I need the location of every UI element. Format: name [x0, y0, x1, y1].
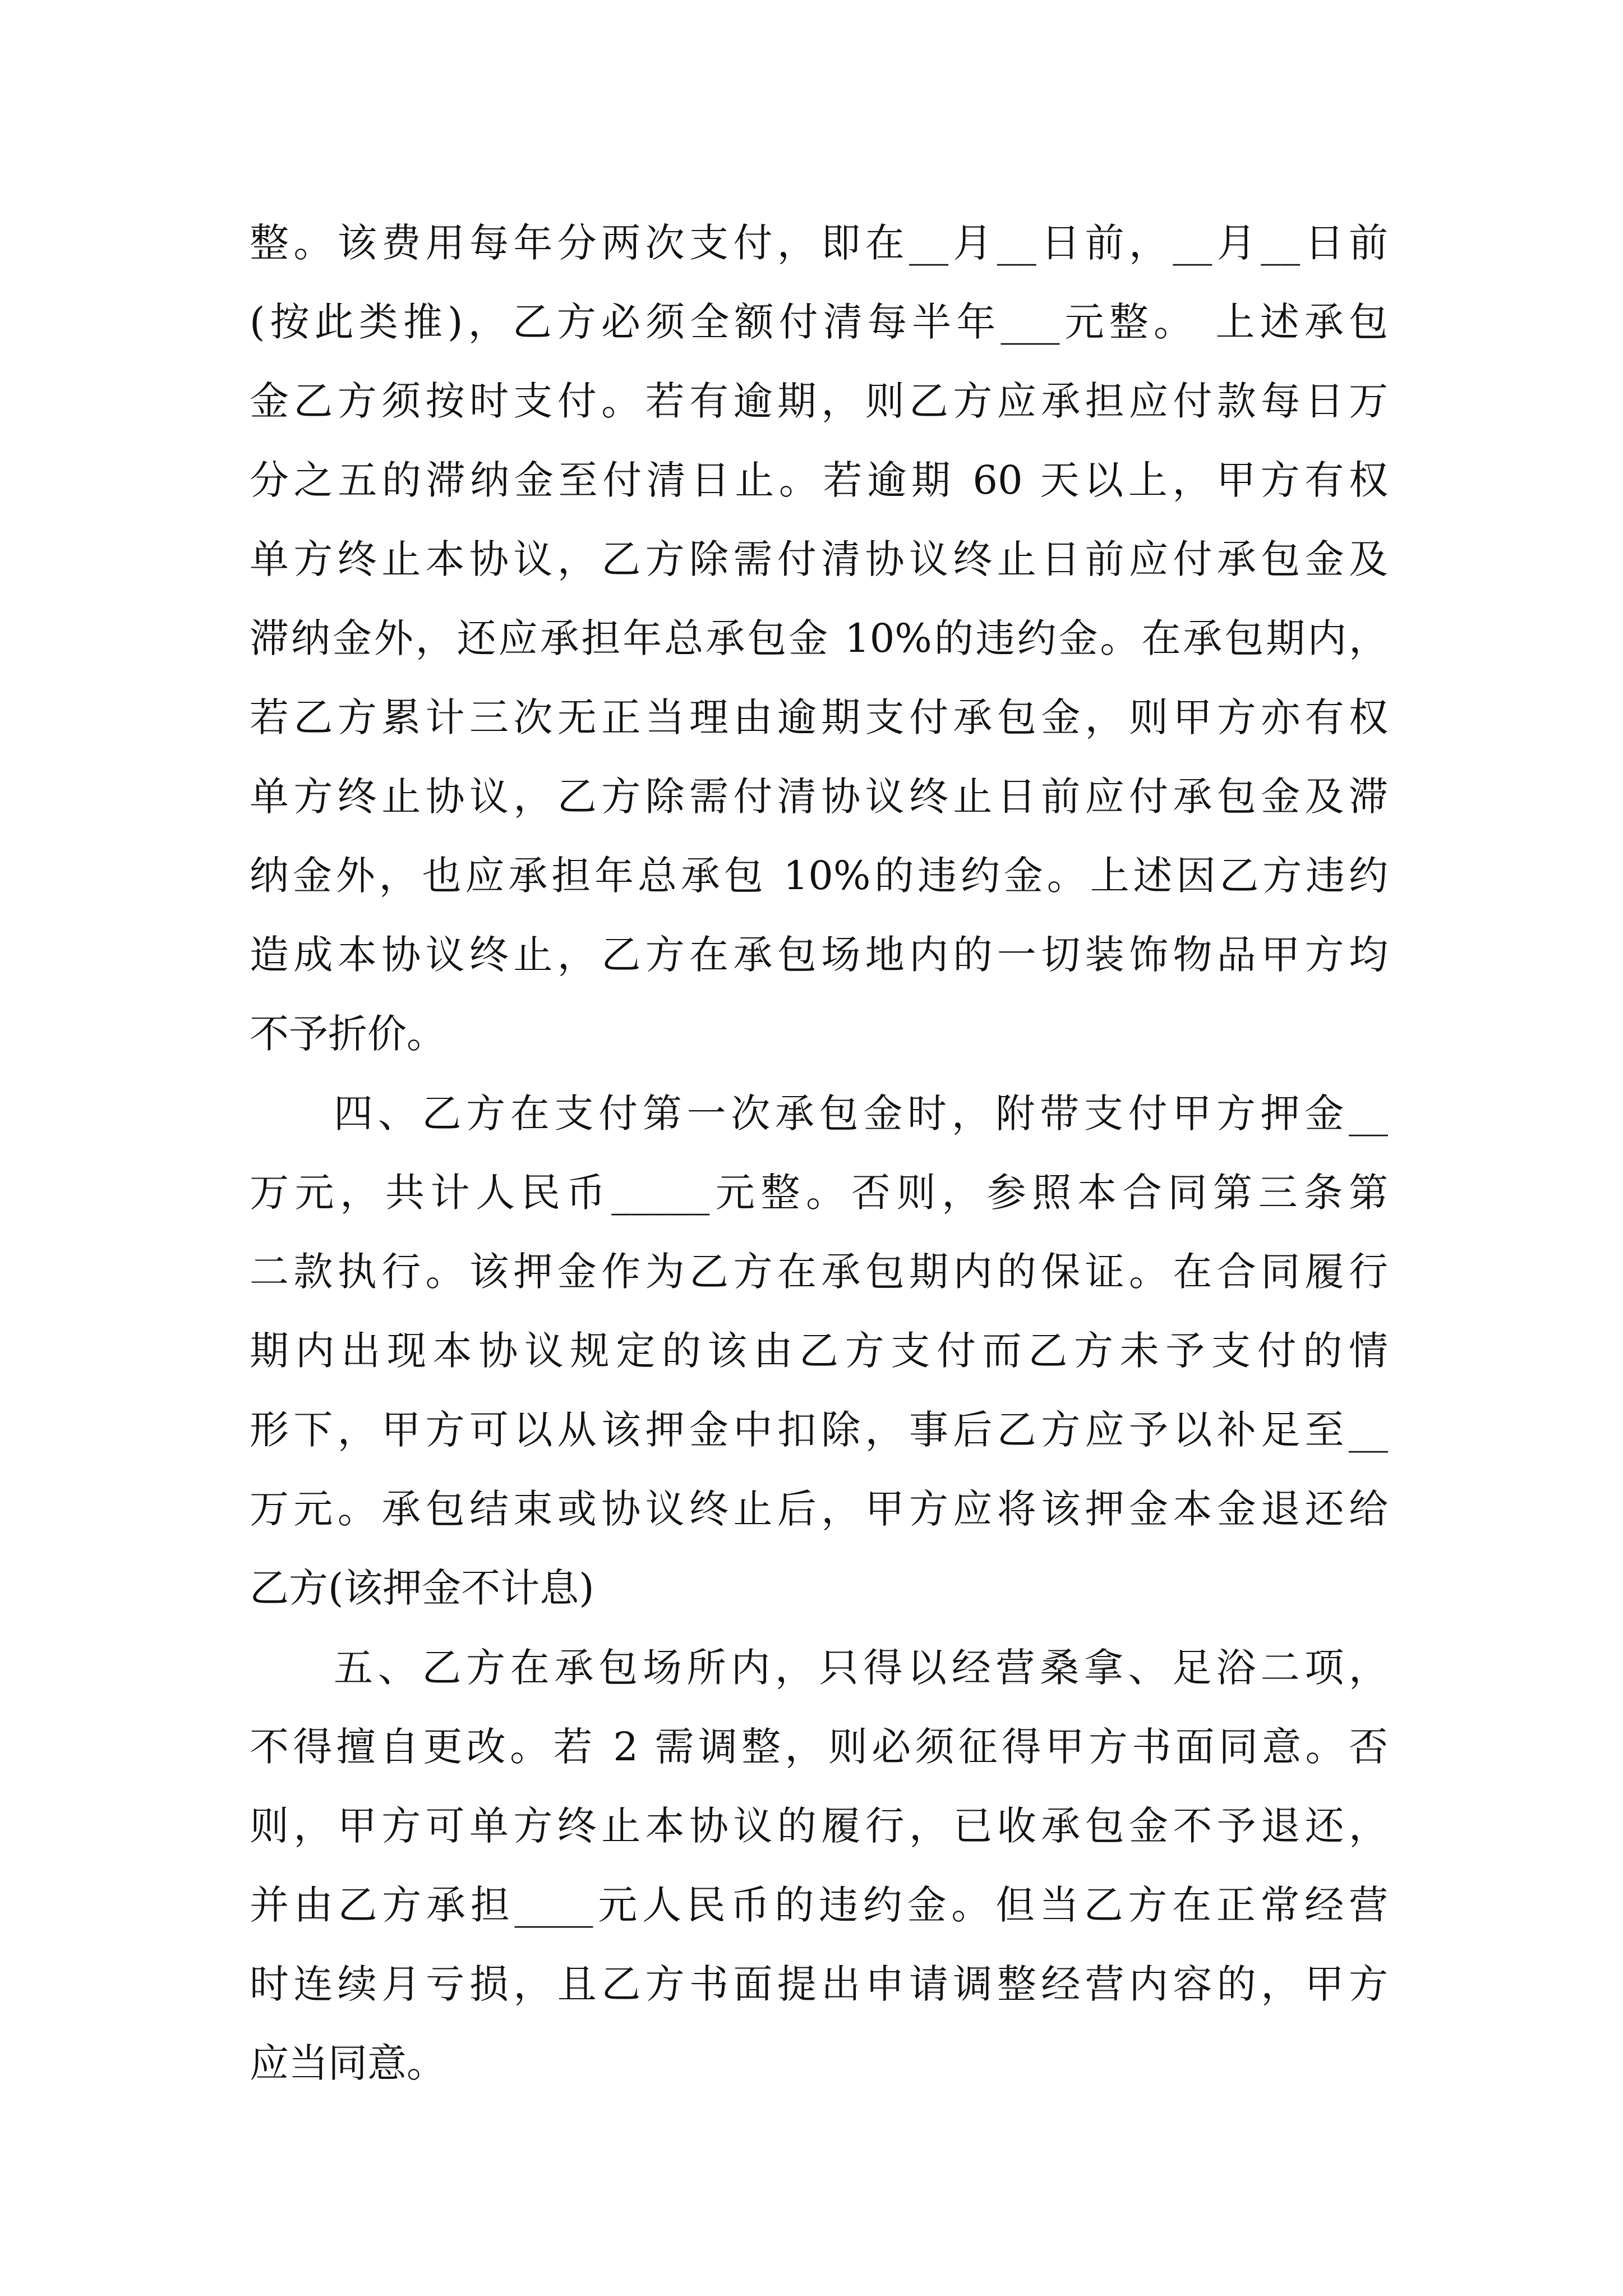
- text-line: 滞纳金外，还应承担年总承包金 10%的违约金。在承包期内，: [250, 615, 1388, 661]
- text-line: 并由乙方承担____元人民币的违约金。但当乙方在正常经营: [250, 1882, 1388, 1928]
- text-line: 若乙方累计三次无正当理由逾期支付承包金，则甲方亦有权: [250, 694, 1388, 740]
- text-line: 形下，甲方可以从该押金中扣除，事后乙方应予以补足至__: [250, 1407, 1388, 1453]
- text-line: (按此类推)，乙方必须全额付清每半年___元整。 上述承包: [250, 299, 1388, 345]
- text-line: 期内出现本协议规定的该由乙方支付而乙方未予支付的情: [250, 1328, 1388, 1374]
- text-line: 不得擅自更改。若 2 需调整，则必须征得甲方书面同意。否: [250, 1724, 1388, 1770]
- text-line: 单方终止本协议，乙方除需付清协议终止日前应付承包金及: [250, 536, 1388, 582]
- text-line: 纳金外，也应承担年总承包 10%的违约金。上述因乙方违约: [250, 853, 1388, 899]
- text-line: 造成本协议终止，乙方在承包场地内的一切装饰物品甲方均: [250, 932, 1388, 978]
- text-line: 乙方(该押金不计息): [250, 1565, 594, 1611]
- text-line: 时连续月亏损，且乙方书面提出申请调整经营内容的，甲方: [250, 1961, 1388, 2007]
- text-line: 则，甲方可单方终止本协议的履行，已收承包金不予退还，: [250, 1803, 1388, 1849]
- text-line: 应当同意。: [250, 2040, 446, 2086]
- text-line: 不予折价。: [250, 1011, 446, 1057]
- text-line: 单方终止协议，乙方除需付清协议终止日前应付承包金及滞: [250, 774, 1388, 820]
- text-line: 万元，共计人民币_____元整。否则，参照本合同第三条第: [250, 1170, 1388, 1216]
- text-line: 金乙方须按时支付。若有逾期，则乙方应承担应付款每日万: [250, 378, 1388, 424]
- text-line: 五、乙方在承包场所内，只得以经营桑拿、足浴二项，: [334, 1645, 1388, 1691]
- text-line: 二款执行。该押金作为乙方在承包期内的保证。在合同履行: [250, 1249, 1388, 1295]
- text-line: 整。该费用每年分两次支付，即在__月__日前，__月__日前: [250, 220, 1388, 266]
- text-line: 分之五的滞纳金至付清日止。若逾期 60 天以上，甲方有权: [250, 457, 1388, 503]
- text-line: 万元。承包结束或协议终止后，甲方应将该押金本金退还给: [250, 1486, 1388, 1532]
- text-line: 四、乙方在支付第一次承包金时，附带支付甲方押金__: [334, 1091, 1388, 1137]
